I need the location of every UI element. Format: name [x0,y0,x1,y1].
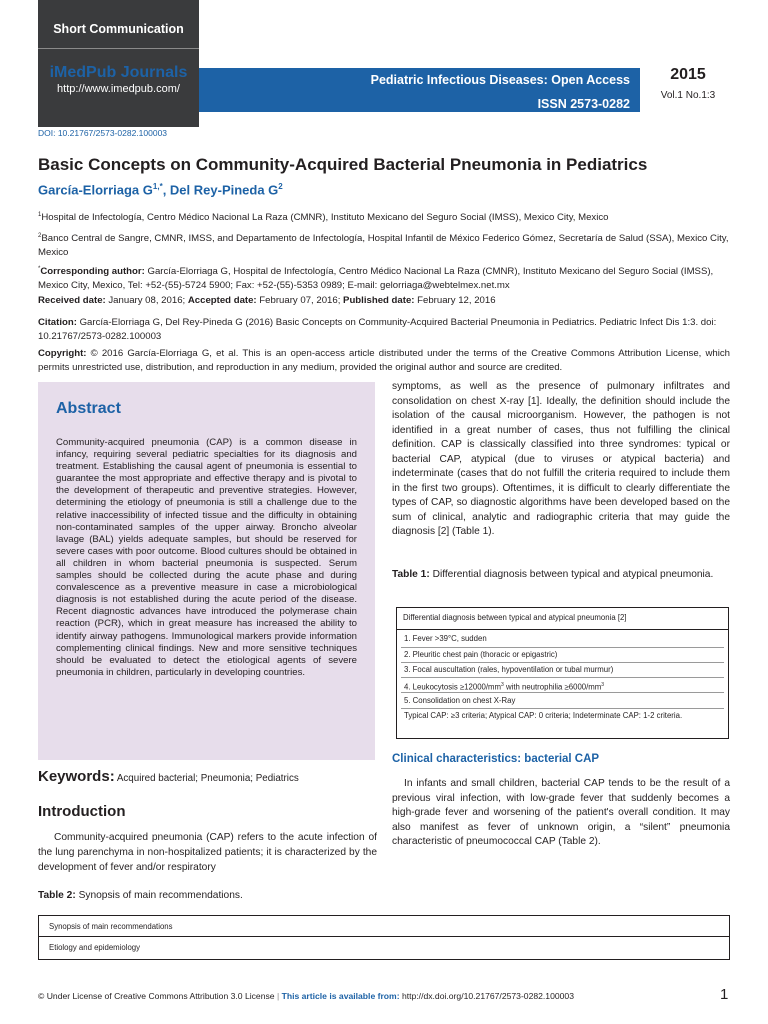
introduction-heading: Introduction [38,803,126,820]
author-list [38,182,283,197]
row-divider [401,708,724,709]
affiliation-mark: 1 [38,212,42,218]
author-separator: , [162,182,170,198]
journal-issn: ISSN 2573-0282 [537,97,630,111]
keywords [38,768,378,786]
table-row: Synopsis of main recommendations [49,922,173,931]
affiliation-text: Banco Central de Sangre, CMNR, IMSS, and Departamento de Infectología, Hospital Infantil de México Federico Gómez, Secretaría de Salud (SSA), Mexico City, Mexico [38,233,729,259]
citation-label: Citation: [38,317,77,328]
author-affiliation-mark: 1,* [152,182,163,191]
journal-name: Pediatric Infectious Diseases: Open Access [370,73,630,87]
author-name: Del Rey-Pineda G [169,182,279,198]
table1-label: Table 1: [392,569,430,580]
published-label: Published date: [343,295,415,306]
published-date: February 12, 2016 [414,295,496,306]
row-divider [401,692,724,693]
table-row: 2. Pleuritic chest pain (thoracic or epigastric) [404,650,558,659]
author-affiliation-mark: 2 [278,182,283,191]
copyright-label: Copyright: [38,348,87,359]
row-divider [401,647,724,648]
page-number: 1 [720,986,729,1003]
row-divider [401,662,724,663]
footer-separator: | [274,991,282,1001]
license-text: © Under License of Creative Commons Attribution 3.0 License [38,991,275,1001]
article-dates [38,294,730,308]
header-divider [38,48,199,49]
row-text: with neutrophilia ≥6000/mm [503,682,602,692]
introduction-paragraph: Community-acquired pneumonia (CAP) refers to the acute infection of the lung parenchyma in non-hospitalized patients; it is characterized by the development of fever and/or respiratory [38,832,377,873]
keywords-label: Keywords: [38,768,115,785]
publisher-url-link[interactable]: http://www.imedpub.com/ [57,83,180,95]
body-paragraph: In infants and small children, bacterial CAP tends to be the result of a previous viral infection, with low-grade fever that suddenly becomes a high-grade fever and worsening of the patient's overall condition. It may also manifest as fever of unknown origin, a “silent” pneumonia characteristic of pneumococcal CAP (Table 2). [392,778,730,848]
article-title: Basic Concepts on Community-Acquired Bacterial Pneumonia in Pediatrics [38,155,648,174]
table-row: 5. Consolidation on chest X-Ray [404,696,516,705]
table-row: 3. Focal auscultation (rales, hypoventilation or tubal murmur) [404,665,614,674]
corresponding-label: Corresponding author: [40,266,145,278]
body-paragraph: symptoms, as well as the presence of pulmonary infiltrates and consolidation on chest X-ray [1]. Ideally, the definition should include the isolation of the causal microorganism. However, the pathogen is not identified in a great number of cases, thus not fulfilling the clinical definition. CAP is classically classified into three syndromes: typical or bacterial CAP, atypical (due to viruses or atypical bacteria) and indeterminate (cases that do not fulfill the criteria required to include them in the first two groups). Oftentimes, it is difficult to clearly differentiate the types of CAP, so diagnostic algorithms have been developed based on the sum of clinical, analytic and radiographic criteria that may guide the diagnosis [2] (Table 1). [392,381,730,537]
volume-info: Vol.1 No.1:3 [660,90,716,101]
accepted-label: Accepted date: [187,295,257,306]
table-row [404,680,722,693]
table-row: 1. Fever >39°C, sudden [404,634,487,643]
table1-caption-text: Differential diagnosis between typical and atypical pneumonia. [429,569,714,580]
superscript: 3 [501,682,504,688]
corresponding-author [38,262,730,293]
publication-year: 2015 [670,66,706,83]
affiliation [38,208,730,225]
received-label: Received date: [38,295,106,306]
citation [38,316,730,344]
superscript: 3 [601,682,605,688]
copyright [38,347,730,375]
affiliation-mark: 2 [38,233,42,239]
table-row: Etiology and epidemiology [49,943,141,952]
table1-header: Differential diagnosis between typical and atypical pneumonia [2] [396,607,729,630]
affiliation [38,229,730,260]
citation-text: García-Elorriaga G, Del Rey-Pineda G (2016) Basic Concepts on Community-Acquired Bacterial Pneumonia in Pediatrics. Pediatric Infect Dis 1:3. doi: 10.21767/2573-0282.100003 [38,317,717,342]
keywords-text: Acquired bacterial; Pneumonia; Pediatrics [114,773,299,784]
section-heading: Clinical characteristics: bacterial CAP [392,753,600,765]
accepted-date: February 07, 2016; [256,295,344,306]
table2-caption [38,890,243,901]
row-divider [38,936,730,937]
article-type: Short Communication [53,22,184,36]
author-name: García-Elorriaga G [38,182,153,198]
table2-label: Table 2: [38,890,76,901]
row-divider [401,677,724,678]
table1-caption [392,568,730,583]
abstract-heading: Abstract [56,400,121,417]
doi-link[interactable]: DOI: 10.21767/2573-0282.100003 [38,128,168,138]
table2-caption-text: Synopsis of main recommendations. [75,890,243,901]
table-row: Typical CAP: ≥3 criteria; Atypical CAP: 0 criteria; Indeterminate CAP: 1-2 criteria. [404,711,683,720]
corresponding-mark: * [38,266,41,272]
article-url-link[interactable]: http://dx.doi.org/10.21767/2573-0282.100003 [399,991,574,1001]
corresponding-text: García-Elorriaga G, Hospital de Infectología, Centro Médico Nacional La Raza (CMNR), Instituto Mexicano del Seguro Social (IMSS), Mexico City, Mexico, Tel: +52-(55)-5724 5900; Fax: +52-(55)-5353 0989; E-mail: gelorriaga@webtelmex.net.mx [38,266,714,292]
affiliation-text: Hospital de Infectología, Centro Médico Nacional La Raza (CMNR), Instituto Mexicano del Seguro Social (IMSS), Mexico City, Mexico [41,212,609,224]
publisher-name: iMedPub Journals [49,64,188,81]
received-date: January 08, 2016; [105,295,188,306]
abstract-text: Community-acquired pneumonia (CAP) is a common disease in infancy, requiring several pediatric specialties for its diagnosis and treatment. Establishing the causal agent of pneumonia is essential to guarantee the most appropriate and effective therapy and is pivotal to the development of therapeutic and preventive strategies. However, determining the etiology of pneumonia is still a challenge due to the relative inaccessibility of infected tissue and the difficulty in obtaining non-contaminated samples of the upper airway. Broncho alveolar lavage (BAL) yields adequate samples, but should be reserved for severe cases with poor outcome. Blood cultures should be obtained in all children in whom bacterial pneumonia is suspected. Serum samples should be collected during the acute phase and during convalescence as a preventive measure in case a microbiological diagnosis is not established during the acute period of the disease. Recent diagnostic advances have introduced the polymerase chain reaction (PCR), which in great measure has increased the ability to identify airway pathogens. Immunological markers provide information complementing clinical findings. New and more sensitive techniques should be evaluated to detect the etiological agents of severe pneumonia in children, particularly in developing countries. [56,437,357,678]
footer [38,991,688,1001]
row-text: 4. Leukocytosis ≥12000/mm [404,682,502,692]
availability-label: This article is available from: [281,991,400,1001]
copyright-text: © 2016 García-Elorriaga G, et al. This is an open-access article distributed under the terms of the Creative Commons Attribution License, which permits unrestricted use, distribution, and reproduction in any medium, provided the original author and source are credited. [38,348,730,373]
